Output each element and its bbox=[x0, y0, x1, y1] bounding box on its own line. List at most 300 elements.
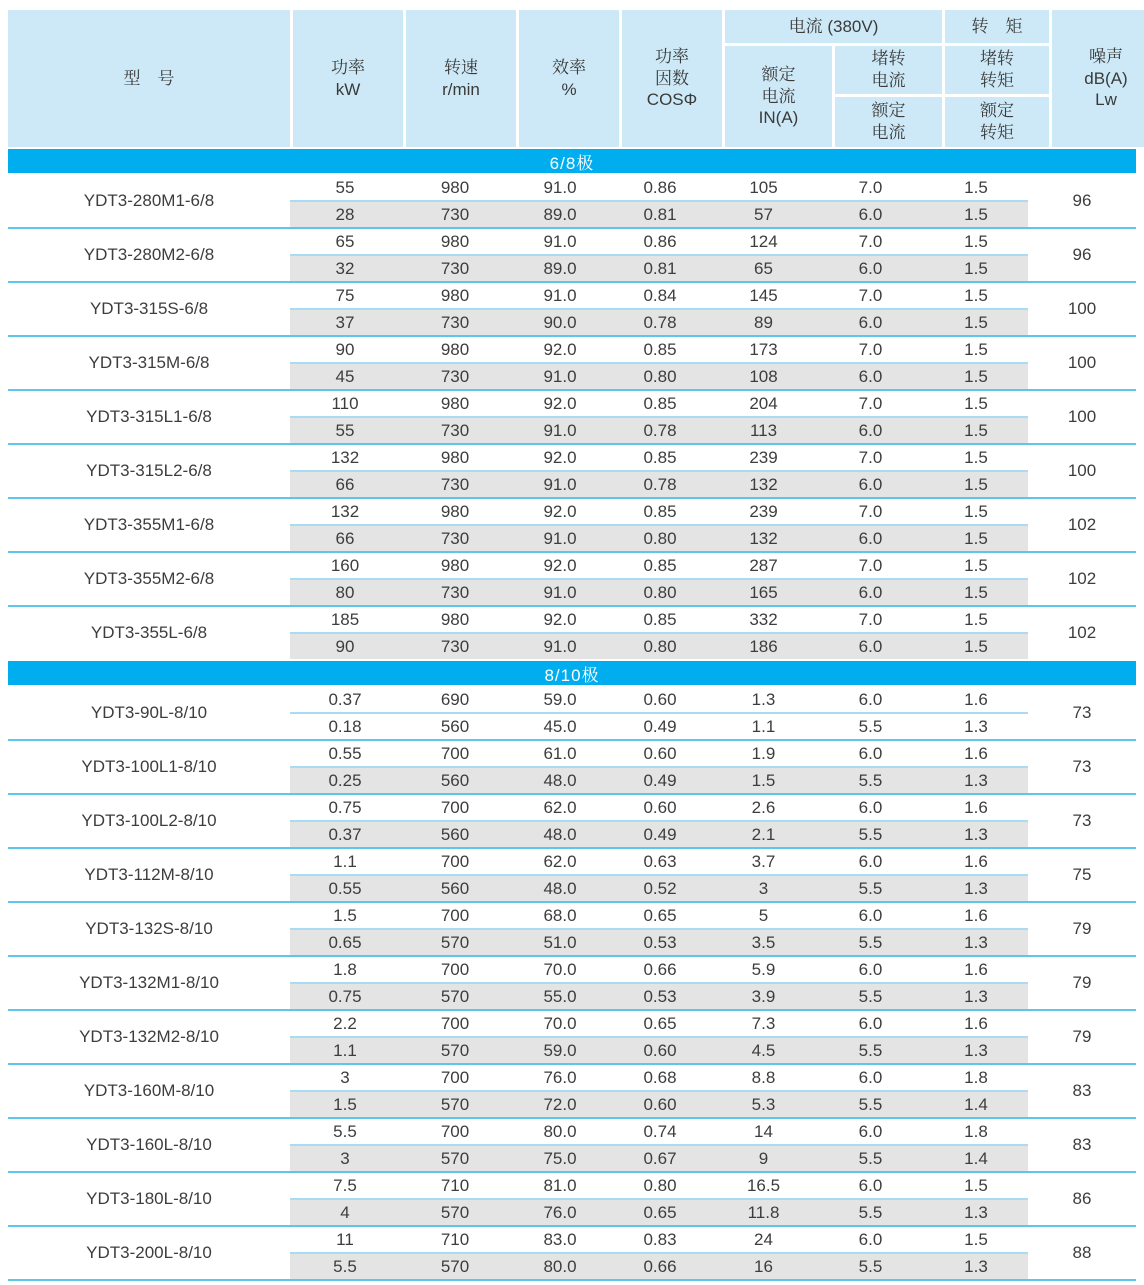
cell-locked_to_rated_torque: 1.6 bbox=[964, 959, 988, 979]
cell-rated_current_a: 3.7 bbox=[751, 851, 776, 871]
header-rated-line1: 额定 bbox=[761, 64, 796, 84]
noise-cell: 102 bbox=[1067, 515, 1097, 534]
cell-locked_to_rated_current: 6.0 bbox=[858, 636, 883, 656]
cell-rated_current_a: 8.8 bbox=[751, 1067, 776, 1087]
cell-locked_to_rated_current: 6.0 bbox=[858, 689, 883, 709]
table-row-group bbox=[8, 605, 1136, 659]
noise-cell: 73 bbox=[1072, 703, 1092, 722]
noise-cell: 79 bbox=[1072, 1027, 1092, 1046]
header-power bbox=[293, 10, 403, 147]
cell-efficiency_pct: 92.0 bbox=[543, 339, 577, 359]
cell-rated_current_a: 11.8 bbox=[747, 1202, 780, 1222]
header-locked-current-numerator bbox=[835, 46, 942, 94]
table-row-group bbox=[8, 1117, 1136, 1171]
noise-cell: 83 bbox=[1072, 1081, 1092, 1100]
cell-locked_to_rated_current: 7.0 bbox=[858, 609, 883, 629]
cell-locked_to_rated_current: 7.0 bbox=[858, 177, 883, 197]
model-cell: YDT3-112M-8/10 bbox=[84, 865, 214, 884]
cell-power_kw: 1.1 bbox=[333, 1040, 357, 1060]
cell-speed_rpm: 730 bbox=[440, 582, 470, 602]
model-cell: YDT3-132M2-8/10 bbox=[79, 1027, 219, 1046]
cell-speed_rpm: 560 bbox=[440, 770, 470, 790]
cell-locked_to_rated_current: 7.0 bbox=[858, 555, 883, 575]
cell-locked_to_rated_torque: 1.3 bbox=[964, 986, 988, 1006]
cell-rated_current_a: 24 bbox=[754, 1229, 773, 1249]
cell-speed_rpm: 700 bbox=[440, 797, 470, 817]
cell-locked_to_rated_current: 5.5 bbox=[858, 1040, 883, 1060]
model-cell: YDT3-355M2-6/8 bbox=[83, 569, 215, 588]
cell-efficiency_pct: 61.0 bbox=[543, 743, 577, 763]
cell-power_kw: 0.75 bbox=[328, 797, 362, 817]
header-noise-line3: Lw bbox=[1095, 90, 1117, 110]
cell-efficiency_pct: 91.0 bbox=[543, 528, 577, 548]
cell-speed_rpm: 560 bbox=[440, 878, 470, 898]
cell-power_kw: 45 bbox=[335, 366, 355, 386]
cell-efficiency_pct: 92.0 bbox=[543, 555, 577, 575]
header-rated-line3: IN(A) bbox=[758, 108, 799, 128]
cell-efficiency_pct: 45.0 bbox=[543, 716, 577, 736]
cell-locked_to_rated_current: 6.0 bbox=[858, 312, 883, 332]
cell-locked_to_rated_current: 6.0 bbox=[858, 851, 883, 871]
cell-power_kw: 1.5 bbox=[333, 1094, 357, 1114]
noise-cell: 100 bbox=[1067, 461, 1097, 480]
cell-cos_phi: 0.53 bbox=[643, 986, 677, 1006]
cell-rated_current_a: 5 bbox=[758, 905, 769, 925]
header-noise-line1: 噪声 bbox=[1089, 46, 1123, 66]
cell-rated_current_a: 1.9 bbox=[751, 743, 776, 763]
cell-power_kw: 66 bbox=[335, 474, 355, 494]
cell-power_kw: 66 bbox=[335, 528, 355, 548]
cell-speed_rpm: 730 bbox=[440, 258, 470, 278]
cell-locked_to_rated_torque: 1.3 bbox=[964, 1040, 988, 1060]
cell-cos_phi: 0.85 bbox=[643, 555, 677, 575]
cell-rated_current_a: 3.9 bbox=[751, 986, 776, 1006]
cell-efficiency_pct: 91.0 bbox=[543, 474, 577, 494]
cell-locked_to_rated_current: 6.0 bbox=[858, 1121, 883, 1141]
cell-rated_current_a: 186 bbox=[749, 636, 778, 656]
cell-speed_rpm: 560 bbox=[440, 824, 470, 844]
cell-speed_rpm: 700 bbox=[440, 1067, 470, 1087]
table-row-group bbox=[8, 551, 1136, 605]
cell-locked_to_rated_current: 5.5 bbox=[858, 1256, 883, 1276]
cell-speed_rpm: 980 bbox=[440, 447, 470, 467]
table-row-group bbox=[8, 847, 1136, 901]
cell-power_kw: 1.8 bbox=[333, 959, 357, 979]
header-efficiency bbox=[519, 10, 619, 147]
cell-efficiency_pct: 48.0 bbox=[543, 878, 577, 898]
cell-efficiency_pct: 91.0 bbox=[543, 636, 577, 656]
cell-efficiency_pct: 70.0 bbox=[543, 959, 577, 979]
model-cell: YDT3-355L-6/8 bbox=[90, 623, 208, 642]
cell-cos_phi: 0.60 bbox=[643, 797, 677, 817]
header-locked-torque-denominator bbox=[945, 97, 1049, 147]
noise-cell: 96 bbox=[1072, 245, 1092, 264]
header-speed-line2: r/min bbox=[442, 79, 480, 99]
cell-speed_rpm: 570 bbox=[440, 1148, 470, 1168]
model-cell: YDT3-355M1-6/8 bbox=[83, 515, 215, 534]
cell-power_kw: 90 bbox=[335, 339, 355, 359]
table-header bbox=[8, 10, 1136, 147]
cell-power_kw: 0.55 bbox=[328, 743, 362, 763]
cell-rated_current_a: 65 bbox=[754, 258, 773, 278]
model-cell: YDT3-280M1-6/8 bbox=[83, 191, 215, 210]
cell-locked_to_rated_torque: 1.5 bbox=[964, 258, 988, 278]
cell-speed_rpm: 730 bbox=[440, 312, 470, 332]
cell-locked_to_rated_current: 5.5 bbox=[858, 1094, 883, 1114]
cell-rated_current_a: 2.1 bbox=[751, 824, 776, 844]
cell-speed_rpm: 570 bbox=[440, 986, 470, 1006]
cell-speed_rpm: 570 bbox=[440, 1094, 470, 1114]
section-header-6-8 bbox=[8, 149, 1136, 173]
cell-efficiency_pct: 59.0 bbox=[543, 1040, 577, 1060]
cell-power_kw: 160 bbox=[330, 555, 360, 575]
header-cos-line2: 因数 bbox=[655, 68, 689, 88]
cell-locked_to_rated_torque: 1.6 bbox=[964, 1013, 988, 1033]
table-row-group bbox=[8, 497, 1136, 551]
cell-power_kw: 5.5 bbox=[333, 1121, 357, 1141]
cell-cos_phi: 0.85 bbox=[643, 393, 677, 413]
cell-power_kw: 132 bbox=[330, 501, 360, 521]
cell-power_kw: 11 bbox=[336, 1229, 354, 1249]
cell-efficiency_pct: 92.0 bbox=[543, 447, 577, 467]
cell-efficiency_pct: 70.0 bbox=[543, 1013, 577, 1033]
cell-rated_current_a: 4.5 bbox=[751, 1040, 776, 1060]
cell-power_kw: 110 bbox=[331, 393, 359, 413]
model-cell: YDT3-315M-6/8 bbox=[88, 353, 210, 372]
table-row-group bbox=[8, 901, 1136, 955]
cell-rated_current_a: 5.9 bbox=[751, 959, 776, 979]
cell-power_kw: 1.5 bbox=[333, 905, 357, 925]
header-cos-line1: 功率 bbox=[655, 46, 689, 66]
header-lc-den-line1: 额定 bbox=[871, 101, 906, 121]
cell-power_kw: 7.5 bbox=[333, 1175, 357, 1195]
cell-efficiency_pct: 81.0 bbox=[543, 1175, 577, 1195]
cell-rated_current_a: 89 bbox=[754, 312, 773, 332]
table-row-group bbox=[8, 227, 1136, 281]
section-groups-8-10 bbox=[8, 687, 1136, 1279]
cell-locked_to_rated_torque: 1.6 bbox=[964, 797, 988, 817]
cell-efficiency_pct: 91.0 bbox=[543, 177, 577, 197]
cell-speed_rpm: 570 bbox=[440, 1040, 470, 1060]
cell-efficiency_pct: 91.0 bbox=[543, 420, 577, 440]
motor-spec-table bbox=[8, 10, 1136, 1281]
cell-locked_to_rated_current: 6.0 bbox=[858, 1229, 883, 1249]
cell-power_kw: 3 bbox=[340, 1067, 350, 1087]
table-row-group bbox=[8, 793, 1136, 847]
cell-locked_to_rated_torque: 1.3 bbox=[964, 716, 988, 736]
cell-locked_to_rated_torque: 1.3 bbox=[964, 770, 988, 790]
cell-cos_phi: 0.74 bbox=[643, 1121, 677, 1141]
cell-rated_current_a: 3 bbox=[758, 878, 769, 898]
header-power-line2: kW bbox=[335, 79, 361, 99]
cell-efficiency_pct: 80.0 bbox=[543, 1256, 577, 1276]
cell-power_kw: 3 bbox=[340, 1148, 350, 1168]
noise-cell: 100 bbox=[1067, 299, 1097, 318]
cell-rated_current_a: 132 bbox=[749, 528, 778, 548]
model-cell: YDT3-315L2-6/8 bbox=[86, 461, 212, 480]
cell-locked_to_rated_current: 6.0 bbox=[858, 905, 883, 925]
cell-efficiency_pct: 76.0 bbox=[543, 1067, 577, 1087]
cell-locked_to_rated_torque: 1.4 bbox=[964, 1094, 988, 1114]
cell-cos_phi: 0.53 bbox=[643, 932, 677, 952]
table-row-group bbox=[8, 389, 1136, 443]
cell-locked_to_rated_torque: 1.6 bbox=[964, 689, 988, 709]
cell-rated_current_a: 16.5 bbox=[746, 1175, 781, 1195]
cell-locked_to_rated_current: 5.5 bbox=[858, 1148, 883, 1168]
cell-locked_to_rated_torque: 1.3 bbox=[964, 1256, 988, 1276]
cell-locked_to_rated_torque: 1.5 bbox=[964, 1229, 988, 1249]
cell-locked_to_rated_torque: 1.5 bbox=[964, 366, 988, 386]
cell-speed_rpm: 700 bbox=[440, 905, 470, 925]
model-cell: YDT3-315S-6/8 bbox=[89, 299, 209, 318]
model-cell: YDT3-100L1-8/10 bbox=[81, 757, 217, 776]
model-cell: YDT3-160M-8/10 bbox=[83, 1081, 215, 1100]
cell-cos_phi: 0.68 bbox=[643, 1067, 677, 1087]
cell-locked_to_rated_current: 6.0 bbox=[858, 959, 883, 979]
cell-efficiency_pct: 75.0 bbox=[543, 1148, 577, 1168]
header-lc-num-line2: 电流 bbox=[871, 71, 906, 90]
cell-locked_to_rated_current: 6.0 bbox=[858, 366, 883, 386]
cell-rated_current_a: 239 bbox=[749, 501, 778, 521]
cell-locked_to_rated_current: 6.0 bbox=[858, 258, 883, 278]
cell-locked_to_rated_torque: 1.5 bbox=[964, 393, 988, 413]
cell-cos_phi: 0.78 bbox=[643, 312, 677, 332]
cell-locked_to_rated_torque: 1.5 bbox=[964, 231, 988, 251]
cell-efficiency_pct: 92.0 bbox=[543, 609, 577, 629]
cell-efficiency_pct: 62.0 bbox=[543, 797, 577, 817]
table-row-group bbox=[8, 335, 1136, 389]
cell-power_kw: 0.65 bbox=[328, 932, 362, 952]
model-cell: YDT3-160L-8/10 bbox=[86, 1135, 212, 1154]
cell-locked_to_rated_current: 7.0 bbox=[858, 393, 883, 413]
header-rated-line2: 电流 bbox=[761, 86, 796, 106]
cell-cos_phi: 0.66 bbox=[643, 1256, 677, 1276]
cell-speed_rpm: 700 bbox=[440, 1121, 470, 1141]
cell-rated_current_a: 5.3 bbox=[751, 1094, 776, 1114]
cell-efficiency_pct: 89.0 bbox=[543, 204, 577, 224]
cell-speed_rpm: 690 bbox=[440, 689, 470, 709]
cell-locked_to_rated_current: 5.5 bbox=[858, 986, 883, 1006]
header-locked-current-denominator bbox=[835, 97, 942, 147]
cell-speed_rpm: 730 bbox=[440, 420, 470, 440]
cell-locked_to_rated_torque: 1.8 bbox=[964, 1067, 988, 1087]
cell-speed_rpm: 570 bbox=[440, 932, 470, 952]
cell-locked_to_rated_torque: 1.5 bbox=[964, 582, 988, 602]
cell-locked_to_rated_torque: 1.3 bbox=[964, 1202, 988, 1222]
cell-power_kw: 37 bbox=[335, 312, 355, 332]
section-header-8-10 bbox=[8, 661, 1136, 685]
table-row-group bbox=[8, 687, 1136, 739]
model-cell: YDT3-315L1-6/8 bbox=[86, 407, 212, 426]
header-rated-current bbox=[725, 46, 832, 147]
cell-rated_current_a: 204 bbox=[749, 393, 778, 413]
table-row-group bbox=[8, 1171, 1136, 1225]
cell-power_kw: 90 bbox=[335, 636, 355, 656]
cell-locked_to_rated_torque: 1.3 bbox=[964, 932, 988, 952]
cell-speed_rpm: 730 bbox=[440, 204, 470, 224]
cell-efficiency_pct: 59.0 bbox=[543, 689, 577, 709]
cell-cos_phi: 0.60 bbox=[643, 689, 677, 709]
cell-rated_current_a: 145 bbox=[749, 285, 778, 305]
cell-efficiency_pct: 62.0 bbox=[543, 851, 577, 871]
cell-locked_to_rated_torque: 1.6 bbox=[964, 851, 988, 871]
cell-locked_to_rated_current: 6.0 bbox=[858, 528, 883, 548]
model-cell: YDT3-280M2-6/8 bbox=[83, 245, 215, 264]
table-row-group bbox=[8, 1225, 1136, 1279]
header-lt-num-line2: 转矩 bbox=[980, 71, 1014, 90]
cell-speed_rpm: 980 bbox=[440, 285, 470, 305]
cell-locked_to_rated_torque: 1.6 bbox=[964, 743, 988, 763]
cell-locked_to_rated_current: 6.0 bbox=[858, 797, 883, 817]
header-power-line1: 功率 bbox=[331, 57, 365, 77]
noise-cell: 75 bbox=[1072, 865, 1092, 884]
cell-rated_current_a: 124 bbox=[749, 231, 778, 251]
cell-cos_phi: 0.85 bbox=[643, 501, 677, 521]
noise-cell: 73 bbox=[1072, 757, 1092, 776]
model-cell: YDT3-180L-8/10 bbox=[86, 1189, 212, 1208]
cell-cos_phi: 0.80 bbox=[643, 366, 677, 386]
cell-power_kw: 55 bbox=[335, 420, 355, 440]
cell-power_kw: 0.37 bbox=[328, 689, 362, 709]
cell-cos_phi: 0.81 bbox=[643, 204, 677, 224]
cell-locked_to_rated_torque: 1.3 bbox=[964, 878, 988, 898]
header-efficiency-line2: % bbox=[561, 79, 577, 99]
cell-speed_rpm: 700 bbox=[440, 743, 470, 763]
cell-rated_current_a: 1.1 bbox=[751, 716, 776, 736]
cell-speed_rpm: 730 bbox=[440, 636, 470, 656]
cell-cos_phi: 0.80 bbox=[643, 582, 677, 602]
cell-cos_phi: 0.80 bbox=[643, 636, 677, 656]
cell-locked_to_rated_torque: 1.5 bbox=[964, 609, 988, 629]
cell-locked_to_rated_torque: 1.5 bbox=[964, 474, 988, 494]
cell-speed_rpm: 700 bbox=[440, 851, 470, 871]
cell-locked_to_rated_torque: 1.6 bbox=[964, 905, 988, 925]
cell-locked_to_rated_current: 6.0 bbox=[858, 1067, 883, 1087]
table-row-group bbox=[8, 443, 1136, 497]
header-lt-den-line1: 额定 bbox=[980, 101, 1014, 121]
cell-power_kw: 185 bbox=[330, 609, 360, 629]
cell-efficiency_pct: 83.0 bbox=[543, 1229, 577, 1249]
cell-cos_phi: 0.65 bbox=[643, 1013, 677, 1033]
section-label: 8/10极 bbox=[544, 665, 600, 685]
cell-power_kw: 0.25 bbox=[328, 770, 362, 790]
header-speed bbox=[406, 10, 516, 147]
cell-speed_rpm: 570 bbox=[440, 1202, 470, 1222]
noise-cell: 73 bbox=[1072, 811, 1092, 830]
cell-locked_to_rated_current: 7.0 bbox=[858, 339, 883, 359]
cell-rated_current_a: 113 bbox=[749, 420, 778, 440]
cell-locked_to_rated_current: 6.0 bbox=[858, 1013, 883, 1033]
cell-power_kw: 65 bbox=[335, 231, 355, 251]
header-cos-phi bbox=[622, 10, 722, 147]
cell-speed_rpm: 980 bbox=[440, 501, 470, 521]
cell-rated_current_a: 57 bbox=[754, 204, 773, 224]
cell-efficiency_pct: 72.0 bbox=[543, 1094, 577, 1114]
model-cell: YDT3-132M1-8/10 bbox=[79, 973, 219, 992]
cell-rated_current_a: 3.5 bbox=[751, 932, 776, 952]
cell-efficiency_pct: 92.0 bbox=[543, 393, 577, 413]
cell-speed_rpm: 710 bbox=[440, 1229, 470, 1249]
cell-locked_to_rated_torque: 1.3 bbox=[964, 824, 988, 844]
cell-power_kw: 0.75 bbox=[328, 986, 362, 1006]
cell-cos_phi: 0.49 bbox=[643, 770, 677, 790]
model-cell: YDT3-200L-8/10 bbox=[86, 1243, 212, 1262]
cell-rated_current_a: 239 bbox=[749, 447, 778, 467]
header-model bbox=[8, 10, 290, 147]
header-efficiency-line1: 效率 bbox=[552, 57, 586, 77]
section-groups-6-8 bbox=[8, 175, 1136, 659]
noise-cell: 100 bbox=[1067, 353, 1097, 372]
header-noise-line2: dB(A) bbox=[1084, 68, 1128, 88]
cell-cos_phi: 0.65 bbox=[643, 1202, 677, 1222]
header-current-group-label: 电流 (380V) bbox=[788, 16, 879, 36]
cell-locked_to_rated_current: 5.5 bbox=[858, 770, 883, 790]
header-speed-line1: 转速 bbox=[444, 57, 478, 77]
cell-cos_phi: 0.85 bbox=[643, 447, 677, 467]
header-torque-group-label: 转 矩 bbox=[971, 16, 1023, 36]
table-row-group bbox=[8, 281, 1136, 335]
noise-cell: 79 bbox=[1072, 973, 1092, 992]
cell-rated_current_a: 7.3 bbox=[751, 1013, 776, 1033]
table-row-group bbox=[8, 955, 1136, 1009]
noise-cell: 88 bbox=[1072, 1243, 1092, 1262]
cell-locked_to_rated_current: 5.5 bbox=[858, 716, 883, 736]
cell-cos_phi: 0.60 bbox=[643, 743, 677, 763]
cell-locked_to_rated_current: 6.0 bbox=[858, 420, 883, 440]
cell-cos_phi: 0.49 bbox=[643, 716, 677, 736]
cell-cos_phi: 0.63 bbox=[643, 851, 677, 871]
cell-locked_to_rated_torque: 1.5 bbox=[964, 312, 988, 332]
cell-cos_phi: 0.81 bbox=[643, 258, 677, 278]
noise-cell: 79 bbox=[1072, 919, 1092, 938]
cell-efficiency_pct: 91.0 bbox=[543, 582, 577, 602]
cell-power_kw: 28 bbox=[335, 204, 355, 224]
cell-efficiency_pct: 51.0 bbox=[543, 932, 577, 952]
cell-cos_phi: 0.67 bbox=[643, 1148, 677, 1168]
cell-locked_to_rated_current: 6.0 bbox=[858, 743, 883, 763]
model-cell: YDT3-132S-8/10 bbox=[85, 919, 213, 938]
cell-locked_to_rated_current: 6.0 bbox=[858, 1175, 883, 1195]
cell-locked_to_rated_current: 5.5 bbox=[858, 1202, 883, 1222]
cell-power_kw: 55 bbox=[335, 177, 355, 197]
cell-speed_rpm: 980 bbox=[440, 177, 470, 197]
cell-locked_to_rated_torque: 1.5 bbox=[964, 555, 988, 575]
noise-cell: 102 bbox=[1067, 569, 1097, 588]
noise-cell: 83 bbox=[1072, 1135, 1092, 1154]
model-cell: YDT3-100L2-8/10 bbox=[81, 811, 217, 830]
cell-power_kw: 2.2 bbox=[333, 1013, 357, 1033]
cell-locked_to_rated_torque: 1.5 bbox=[964, 204, 988, 224]
cell-speed_rpm: 730 bbox=[440, 528, 470, 548]
cell-locked_to_rated_current: 6.0 bbox=[858, 474, 883, 494]
cell-locked_to_rated_torque: 1.5 bbox=[964, 447, 988, 467]
cell-speed_rpm: 730 bbox=[440, 366, 470, 386]
cell-efficiency_pct: 80.0 bbox=[543, 1121, 577, 1141]
cell-locked_to_rated_torque: 1.5 bbox=[964, 420, 988, 440]
cell-power_kw: 5.5 bbox=[333, 1256, 357, 1276]
cell-locked_to_rated_current: 5.5 bbox=[858, 878, 883, 898]
cell-efficiency_pct: 91.0 bbox=[543, 285, 577, 305]
cell-rated_current_a: 1.5 bbox=[751, 770, 776, 790]
cell-rated_current_a: 14 bbox=[754, 1121, 773, 1141]
cell-efficiency_pct: 76.0 bbox=[543, 1202, 577, 1222]
cell-cos_phi: 0.80 bbox=[643, 528, 677, 548]
cell-rated_current_a: 16 bbox=[754, 1256, 773, 1276]
cell-cos_phi: 0.86 bbox=[643, 231, 677, 251]
header-locked-torque-numerator bbox=[945, 46, 1049, 94]
noise-cell: 86 bbox=[1072, 1189, 1092, 1208]
noise-cell: 102 bbox=[1067, 623, 1097, 642]
